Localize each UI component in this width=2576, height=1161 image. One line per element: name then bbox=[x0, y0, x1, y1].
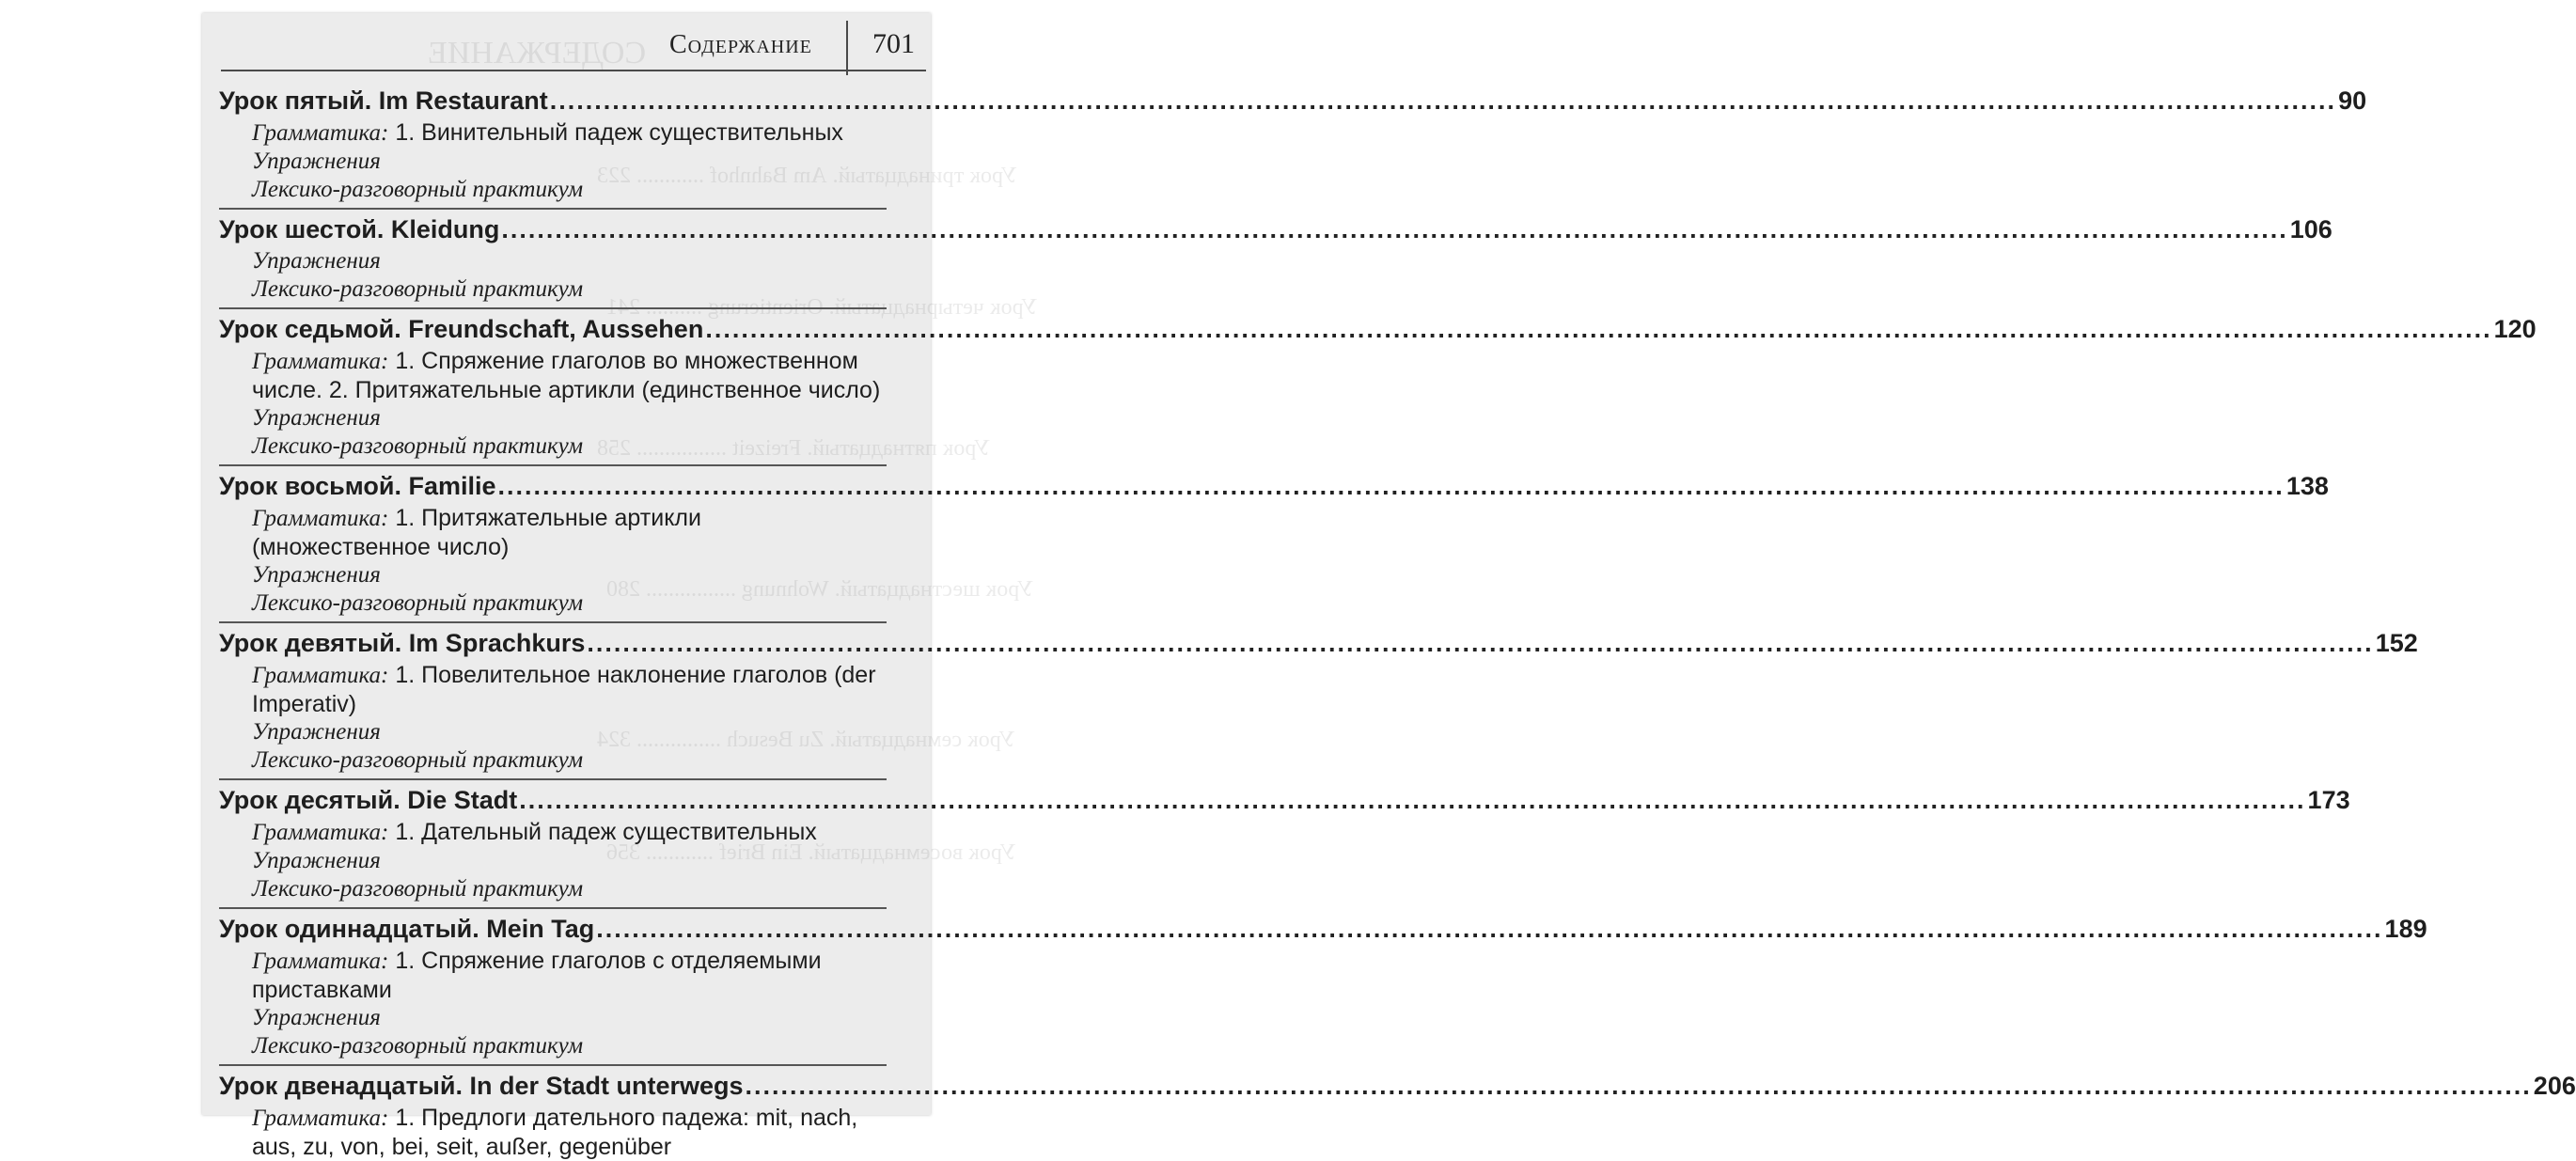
grammar-line bbox=[219, 661, 887, 690]
lesson-page-number: 106 bbox=[2289, 215, 2333, 243]
toc-entry-heading bbox=[219, 782, 2350, 818]
practice-line: Лексико-разговорный практикум bbox=[252, 590, 584, 616]
practice-line: Лексико-разговорный практикум bbox=[252, 433, 584, 459]
grammar-text: 1. Спряжение глаголов во множественном bbox=[395, 348, 858, 374]
grammar-text: 1. Притяжательные артикли bbox=[395, 505, 701, 531]
grammar-line bbox=[219, 347, 887, 376]
lesson-page-number: 120 bbox=[2493, 315, 2537, 343]
grammar-label: Грамматика: bbox=[252, 820, 389, 845]
toc-entry-heading bbox=[219, 1068, 2576, 1104]
dot-leader: ........................................................................................................................................................................................................ bbox=[497, 472, 2285, 500]
dot-leader: ........................................................................................................................................................................................................ bbox=[501, 215, 2288, 243]
lesson-page-number: 206 bbox=[2533, 1072, 2576, 1100]
lesson-title: Урок пятый. Im Restaurant bbox=[219, 86, 548, 115]
grammar-line bbox=[219, 1104, 887, 1133]
grammar-text: 1. Дательный падеж существительных bbox=[395, 819, 817, 845]
bleed-through-text: Урок семнадцатый. Zu Besuch ............... 324 bbox=[597, 728, 1015, 752]
grammar-label: Грамматика: bbox=[252, 1106, 389, 1131]
grammar-line bbox=[219, 504, 887, 533]
toc-entry bbox=[219, 468, 2329, 618]
toc-entry bbox=[219, 1068, 2576, 1161]
bleed-through-text: Урок шестнадцатый. Wohnung ................ 280 bbox=[606, 577, 1034, 602]
header-separator bbox=[846, 21, 848, 75]
grammar-text: aus, zu, von, bei, seit, außer, gegenüber bbox=[252, 1134, 672, 1160]
grammar-line bbox=[219, 818, 887, 847]
toc-entry bbox=[219, 911, 2427, 1060]
grammar-text: 1. Предлоги дательного падежа: mit, nach, bbox=[395, 1105, 858, 1131]
lesson-title: Урок десятый. Die Stadt bbox=[219, 786, 518, 814]
dot-leader: ........................................................................................................................................................................................................ bbox=[745, 1072, 2532, 1100]
entry-divider bbox=[219, 778, 887, 780]
grammar-text: числе. 2. Притяжательные артикли (единственное число) bbox=[252, 377, 881, 403]
grammar-label: Грамматика: bbox=[252, 506, 389, 531]
practice-line: Лексико-разговорный практикум bbox=[252, 1033, 584, 1059]
practice-line: Лексико-разговорный практикум bbox=[252, 276, 584, 302]
entry-divider bbox=[219, 907, 887, 909]
grammar-text: (множественное число) bbox=[252, 534, 510, 560]
grammar-line bbox=[219, 947, 887, 1004]
entry-divider bbox=[219, 208, 887, 210]
bleed-through-text: Урок восемнадцатый. Ein Brief ............ 356 bbox=[606, 840, 1016, 865]
bleed-through-text: Урок тринадцатый. Am Bahnhof ............ 223 bbox=[597, 164, 1017, 188]
table-of-contents bbox=[219, 83, 2576, 1161]
lesson-page-number: 189 bbox=[2384, 915, 2427, 943]
exercises-line: Упражнения bbox=[252, 562, 381, 588]
grammar-line bbox=[219, 533, 887, 561]
exercises-line: Упражнения bbox=[252, 405, 381, 431]
grammar-label: Грамматика: bbox=[252, 949, 389, 974]
dot-leader: ........................................................................................................................................................................................................ bbox=[705, 315, 2492, 343]
lesson-title: Урок двенадцатый. In der Stadt unterwegs bbox=[219, 1072, 744, 1100]
lesson-title: Урок седьмой. Freundschaft, Aussehen bbox=[219, 315, 704, 343]
grammar-line bbox=[219, 1133, 887, 1161]
practice-line: Лексико-разговорный практикум bbox=[252, 747, 584, 773]
toc-entry bbox=[219, 83, 2367, 204]
page-number: 701 bbox=[872, 28, 915, 59]
grammar-line bbox=[219, 118, 887, 148]
lesson-page-number: 90 bbox=[2338, 86, 2367, 115]
grammar-text: 1. Винительный падеж существительных bbox=[395, 119, 843, 146]
toc-entry bbox=[219, 212, 2333, 304]
grammar-line bbox=[219, 690, 887, 718]
toc-entry-heading bbox=[219, 83, 2367, 118]
toc-entry bbox=[219, 311, 2537, 461]
bleed-through-text: СОДЕРЖАНИЕ bbox=[428, 36, 647, 71]
grammar-label: Грамматика: bbox=[252, 349, 389, 374]
exercises-line: Упражнения bbox=[252, 149, 381, 174]
bleed-through-text: Урок пятнадцатый. Freizeit ................ 258 bbox=[597, 436, 991, 461]
toc-entry-heading bbox=[219, 311, 2537, 347]
entry-divider bbox=[219, 621, 887, 623]
lesson-title: Урок восьмой. Familie bbox=[219, 472, 496, 500]
grammar-text: 1. Повелительное наклонение глаголов (der bbox=[395, 662, 876, 688]
exercises-line: Упражнения bbox=[252, 248, 381, 274]
dot-leader: ........................................................................................................................................................................................................ bbox=[519, 786, 2306, 814]
exercises-line: Упражнения bbox=[252, 848, 381, 873]
lesson-title: Урок шестой. Kleidung bbox=[219, 215, 500, 243]
grammar-label: Грамматика: bbox=[252, 120, 389, 146]
lesson-title: Урок одиннадцатый. Mein Tag bbox=[219, 915, 595, 943]
toc-entry bbox=[219, 625, 2418, 775]
dot-leader: ........................................................................................................................................................................................................ bbox=[587, 629, 2374, 657]
toc-entry-heading bbox=[219, 625, 2418, 661]
dot-leader: ........................................................................................................................................................................................................ bbox=[596, 915, 2383, 943]
toc-entry-heading bbox=[219, 468, 2329, 504]
entry-divider bbox=[219, 1064, 887, 1066]
toc-entry-heading bbox=[219, 911, 2427, 947]
entry-divider bbox=[219, 307, 887, 309]
lesson-title: Урок девятый. Im Sprachkurs bbox=[219, 629, 586, 657]
entry-divider bbox=[219, 464, 887, 466]
lesson-page-number: 173 bbox=[2307, 786, 2350, 814]
grammar-text: Imperativ) bbox=[252, 691, 357, 717]
dot-leader: ........................................................................................................................................................................................................ bbox=[549, 86, 2337, 115]
grammar-line bbox=[219, 376, 887, 404]
practice-line: Лексико-разговорный практикум bbox=[252, 876, 584, 902]
toc-entry bbox=[219, 782, 2350, 903]
grammar-label: Грамматика: bbox=[252, 663, 389, 688]
header-rule bbox=[221, 70, 926, 71]
exercises-line: Упражнения bbox=[252, 719, 381, 745]
practice-line: Лексико-разговорный практикум bbox=[252, 177, 584, 202]
lesson-page-number: 138 bbox=[2285, 472, 2329, 500]
grammar-text: 1. Спряжение глаголов с отделяемыми приставками bbox=[252, 948, 822, 1003]
lesson-page-number: 152 bbox=[2375, 629, 2418, 657]
bleed-through-text: Урок четырнадцатый. Orientierung .......... 241 bbox=[606, 295, 1038, 320]
running-head: Содержание bbox=[669, 30, 812, 59]
toc-entry-heading bbox=[219, 212, 2333, 247]
exercises-line: Упражнения bbox=[252, 1005, 381, 1030]
